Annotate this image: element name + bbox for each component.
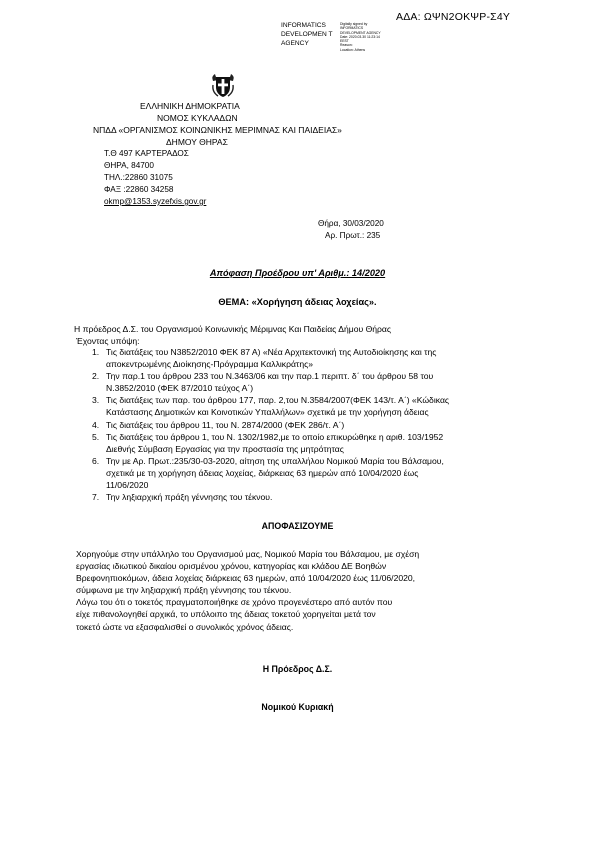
stamp-title: INFORMATICS DEVELOPMEN T AGENCY: [281, 22, 333, 47]
header-phone: ΤΗΛ.:22860 31075: [104, 173, 173, 182]
list-item: 5. Τις διατάξεις του άρθρου 1, του Ν. 1302/1982,με το οποίο επικυρώθηκε η αριθ. 103/1952 Διεθνής Σύμβαση Εργασίας για την προστασία της μητρότητας: [92, 431, 444, 454]
list-item: 3. Τις διατάξεις των παρ. του άρθρου 177, παρ. 2,του Ν.3584/2007(ΦΕΚ 143/τ. Α΄) «Κώδικας Κατάστασης Δημοτικών και Κοινοτικών Υπαλλήλων» σχετικά με την χορήγηση άδειας: [92, 395, 450, 418]
list-item: 4. Τις διατάξεις του άρθρου 11, του Ν. 2874/2000 (ΦΕΚ 286/τ. Α΄): [92, 419, 345, 430]
intro-heading: Έχοντας υπόψη:: [76, 336, 140, 346]
header-municipality: ΔΗΜΟΥ ΘΗΡΑΣ: [166, 137, 228, 147]
decision-title: Απόφαση Προέδρου υπ' Αριθμ.: 14/2020: [209, 268, 386, 278]
list-item: 6. Την με Αρ. Πρωτ.:235/30-03-2020, αίτηση της υπαλλήλου Νομικού Μαρία του Βάλσαμου, σχετικά με τη χορήγηση άδειας λοχείας, διάρκειας 63 ημερών από 10/04/2020 έως 11/06/2020: [92, 455, 444, 491]
decision-line: Βρεφονηπιοκόμων, άδεια λοχείας διάρκειας 63 ημερών, από 10/04/2020 έως 11/06/2020,: [76, 573, 416, 584]
decision-line: σύμφωνα με την ληξιαρχική πράξη γέννησης του τέκνου.: [76, 585, 292, 596]
decision-line: τοκετό ώστε να εξασφαλισθεί ο συνολικός χρόνος άδειας.: [76, 621, 294, 632]
header-organization: ΝΠΔΔ «ΟΡΓΑΝΙΣΜΟΣ ΚΟΙΝΩΝΙΚΗΣ ΜΕΡΙΜΝΑΣ ΚΑΙ ΠΑΙΔΕΙΑΣ»: [93, 125, 342, 135]
stamp-line: Date: 2020.03.30 11:23:14: [340, 34, 380, 39]
header-city: ΘΗΡΑ, 84700: [104, 161, 154, 170]
greek-coat-of-arms-icon: [210, 72, 236, 99]
decision-line: Χορηγούμε στην υπάλληλο του Οργανισμού μας, Νομικού Μαρία του Βάλσαμου, με σχέση: [76, 549, 420, 559]
decision-line: είχε πιθανολογηθεί αρχικά, το υπόλοιπο της άδειας τοκετού χορηγείται μετά τον: [76, 609, 376, 620]
considerations-list: [92, 346, 449, 503]
date-line: Θήρα, 30/03/2020: [318, 219, 384, 228]
decision-body: [76, 548, 419, 633]
digital-signature-stamp: [281, 21, 381, 52]
signature-role: Η Πρόεδρος Δ.Σ.: [262, 664, 333, 674]
header-prefecture: ΝΟΜΟΣ ΚΥΚΛΑΔΩΝ: [157, 113, 238, 123]
list-item: 7. Την ληξιαρχική πράξη γέννησης του τέκνου.: [92, 492, 273, 503]
ada-code: ΑΔΑ: ΩΨΝ2ΟΚΨΡ-Σ4Υ: [396, 11, 511, 23]
protocol-line: Αρ. Πρωτ.: 235: [325, 231, 381, 240]
stamp-line: Location: Athens: [340, 47, 366, 52]
stamp-details: [340, 22, 381, 52]
stamp-line: INFORMATICS: [340, 26, 364, 31]
decision-line: Λόγω του ότι ο τοκετός πραγματοποιήθηκε σε χρόνο προγενέστερο από αυτόν που: [76, 597, 393, 608]
decide-heading: ΑΠΟΦΑΣΙΖΟΥΜΕ: [261, 521, 334, 531]
header-fax: ΦΑΞ :22860 34258: [104, 185, 174, 194]
stamp-line: DEVELOPMENT AGENCY: [340, 30, 381, 35]
header-address: Τ.Θ 497 ΚΑΡΤΕΡΑΔΟΣ: [104, 149, 189, 158]
subject-line: ΘΕΜΑ: «Χορήγηση άδειας λοχείας».: [218, 297, 377, 307]
signature-name: Νομικού Κυριακή: [261, 702, 334, 712]
stamp-line: Reason:: [340, 43, 353, 48]
header-country: ΕΛΛΗΝΙΚΗ ΔΗΜΟΚΡΑΤΙΑ: [140, 101, 240, 111]
stamp-line: Digitally signed by: [340, 22, 368, 26]
decision-line: εργασίας ιδιωτικού δικαίου ορισμένου χρόνου, κατηγορίας και κλάδου ΔΕ Βοηθών: [76, 561, 387, 572]
header-email-link[interactable]: okmp@1353.syzefxis.gov.gr: [104, 197, 207, 206]
stamp-line: EEST: [340, 39, 349, 44]
list-item: 2. Την παρ.1 του άρθρου 233 του Ν.3463/06 και την παρ.1 περιπτ. δ΄ του άρθρου 58 του Ν.3852/2010 (ΦΕΚ 87/2010 τεύχος Α΄): [92, 371, 434, 394]
intro-line: Η πρόεδρος Δ.Σ. του Οργανισμού Κοινωνικής Μέριμνας Και Παιδείας Δήμου Θήρας: [74, 324, 392, 334]
list-item: 1. Τις διατάξεις του Ν3852/2010 ΦΕΚ 87 Α) «Νέα Αρχιτεκτονική της Αυτοδιοίκησης και της αποκεντρωμένης Διοίκησης-Πρόγραμμα Καλλικράτης»: [92, 347, 437, 370]
